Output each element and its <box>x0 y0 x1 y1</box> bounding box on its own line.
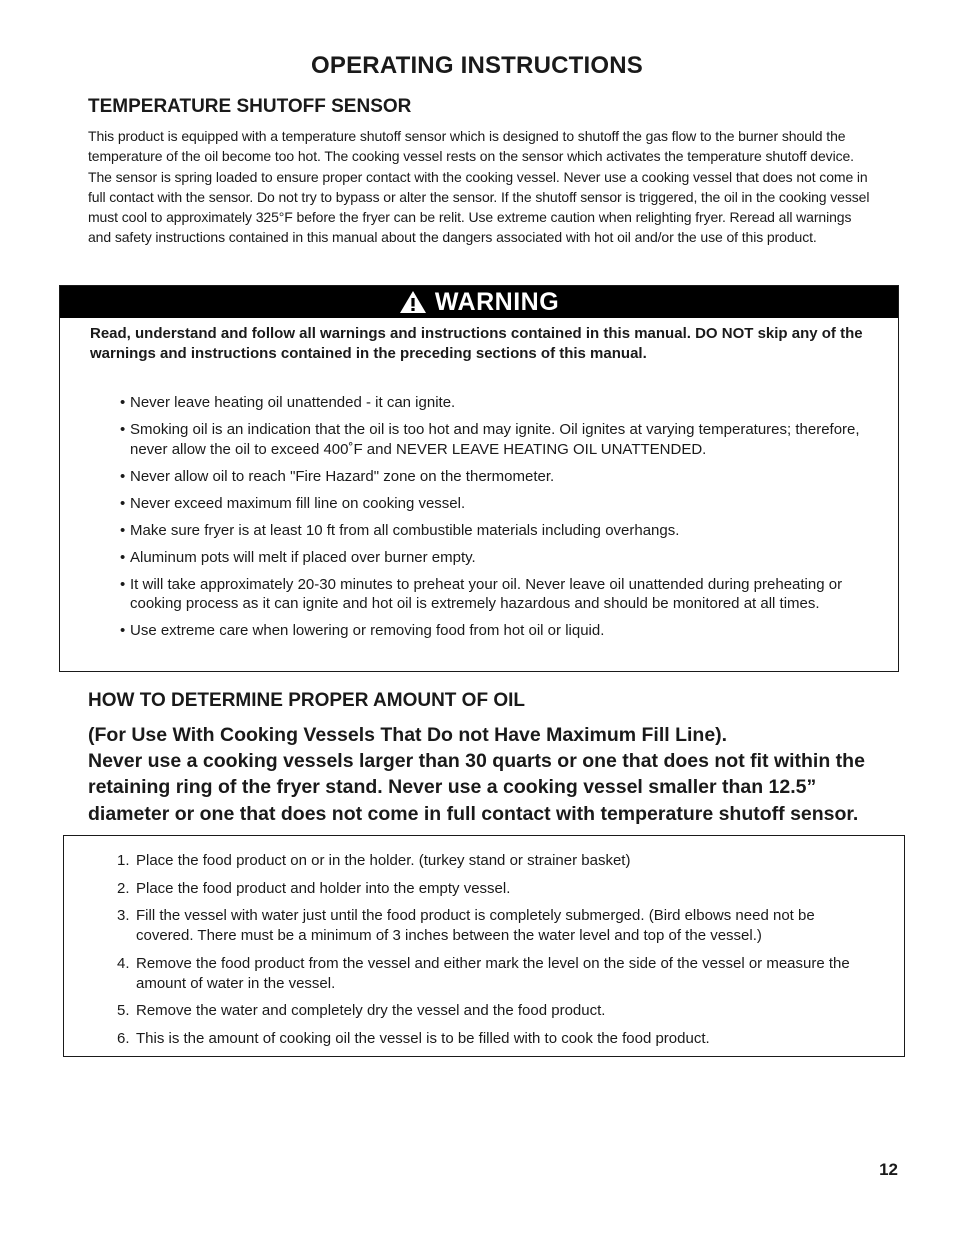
oil-step: 3. Fill the vessel with water just until the food product is completely submerged. (Bird elbows need not be covered. There must be a minimum of 3 inches between the water level and top of the vessel.) <box>117 907 815 944</box>
warning-bullet: • Never leave heating oil unattended - it can ignite. <box>120 394 456 411</box>
warning-bullet: • Never exceed maximum fill line on cooking vessel. <box>120 494 466 512</box>
page-number: 12 <box>879 1160 898 1179</box>
warning-box <box>59 285 899 672</box>
warning-label: WARNING <box>434 287 560 316</box>
warning-bullet: • Make sure fryer is at least 10 ft from all combustible materials including overhangs. <box>120 521 680 539</box>
oil-subtitle-line: (For Use With Cooking Vessels That Do not Have Maximum Fill Line). <box>88 724 728 746</box>
oil-steps-box <box>63 835 905 1057</box>
oil-steps-list <box>64 851 906 1056</box>
warning-lead-text: Read, understand and follow all warnings and instructions contained in this manual. DO NOT skip any of the warnings and instructions contained in the preceding sections of this manual. <box>90 325 863 362</box>
warning-bullet: • Smoking oil is an indication that the oil is too hot and may ignite. Oil ignites at varying temperatures; therefore, never allow the oil to exceed 400˚F and NEVER LEAVE HEATING OIL UNATTENDED. <box>120 421 860 458</box>
oil-subtitle-line: Never use a cooking vessels larger than 30 quarts or one that does not fit within the retaining ring of the fryer stand. Never use a cooking vessel smaller than 12.5” diameter or one that does not come in full contact with temperature shutoff sensor. <box>88 750 865 825</box>
oil-step: 1. Place the food product on or in the holder. (turkey stand or strainer basket) <box>117 852 631 869</box>
sensor-section-title: TEMPERATURE SHUTOFF SENSOR <box>88 96 412 117</box>
warning-bullet: • Aluminum pots will melt if placed over burner empty. <box>120 548 476 566</box>
warning-bullet: • Use extreme care when lowering or removing food from hot oil or liquid. <box>120 622 605 639</box>
warning-header <box>60 286 898 318</box>
oil-section-title: HOW TO DETERMINE PROPER AMOUNT OF OIL <box>88 690 525 711</box>
warning-bullet: • Never allow oil to reach "Fire Hazard" zone on the thermometer. <box>120 467 555 485</box>
sensor-description: This product is equipped with a temperature shutoff sensor which is designed to shutoff the gas flow to the burner should the temperature of the oil become too hot. The cooking vessel rests on the sensor which activates the temperature shutoff device. The sensor is spring loaded to ensure proper contact with the cooking vessel. Never use a cooking vessel that does not come in full contact with the sensor. Do not try to bypass or alter the sensor. If the shutoff sensor is triggered, the oil in the cooking vessel must cool to approximately 325°F before the fryer can be relit. Use extreme caution when relighting fryer. Reread all warnings and safety instructions contained in this manual about the dangers associated with hot oil and/or the use of this product. <box>88 128 870 246</box>
warning-bullet-list <box>60 393 900 648</box>
oil-step: 6. This is the amount of cooking oil the vessel is to be filled with to cook the food product. <box>117 1029 710 1047</box>
oil-step: 2. Place the food product and holder into the empty vessel. <box>117 879 511 897</box>
page-title: OPERATING INSTRUCTIONS <box>311 52 643 79</box>
oil-section-subtitle <box>88 722 888 827</box>
oil-step: 4. Remove the food product from the vessel and either mark the level on the side of the vessel or measure the amount of water in the vessel. <box>117 954 850 992</box>
warning-triangle-icon <box>399 290 427 314</box>
oil-step: 5. Remove the water and completely dry the vessel and the food product. <box>117 1002 606 1019</box>
warning-bullet: • It will take approximately 20-30 minutes to preheat your oil. Never leave oil unattended during preheating or cooking process as it can ignite and hot oil is extremely hazardous and should be monitored at all times. <box>120 575 843 612</box>
